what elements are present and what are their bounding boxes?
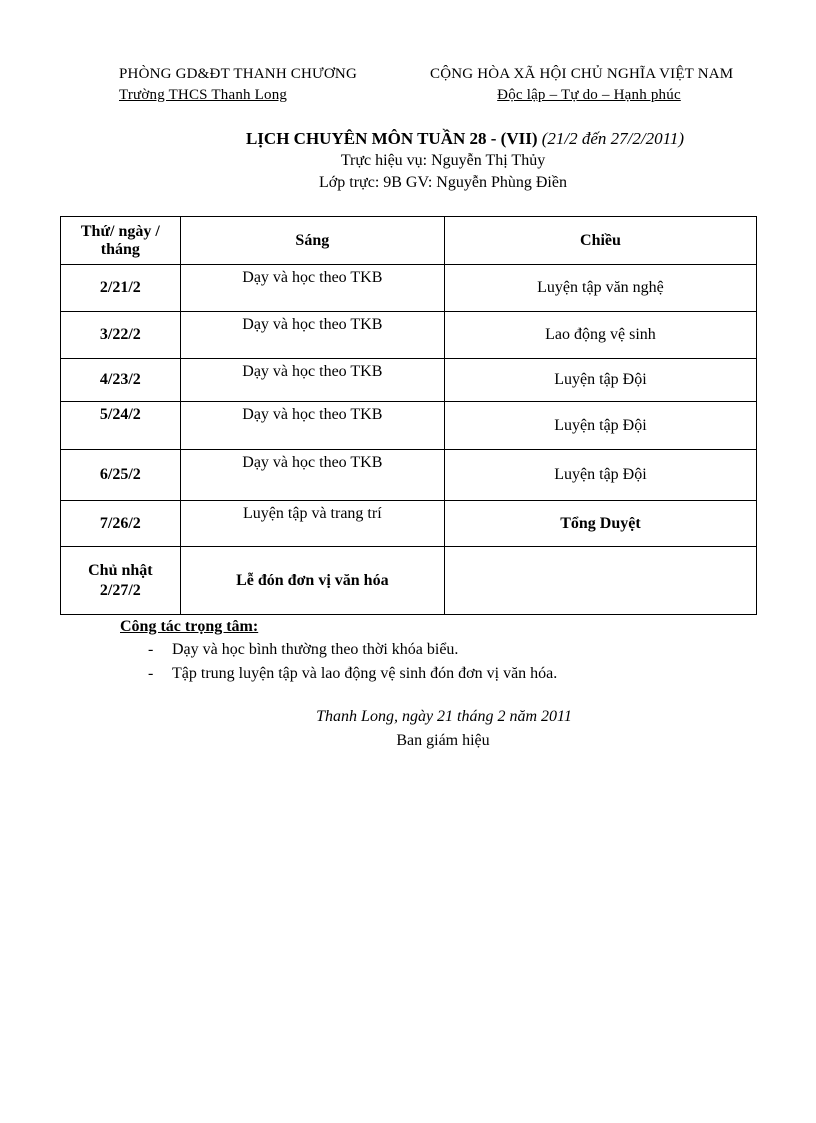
place-date: Thanh Long, ngày 21 tháng 2 năm 2011	[316, 708, 572, 725]
day-cell: 6/25/2	[61, 450, 181, 501]
morning-cell: Dạy và học theo TKB	[180, 402, 444, 450]
school-name: Trường THCS Thanh Long	[119, 87, 288, 103]
afternoon-cell: Luyện tập Đội	[444, 450, 756, 501]
afternoon-cell: Luyện tập văn nghệ	[444, 265, 756, 312]
list-item: - Dạy và học bình thường theo thời khóa biểu.	[120, 638, 557, 662]
morning-cell: Dạy và học theo TKB	[180, 312, 444, 359]
duty-teacher: Trực hiệu vụ: Nguyễn Thị Thủy	[340, 152, 546, 169]
schedule-title	[0, 129, 816, 149]
schedule-title-main: LỊCH CHUYÊN MÔN TUẦN 28 - (VII)	[245, 129, 538, 148]
day-cell: 4/23/2	[61, 359, 181, 402]
table-row	[61, 501, 757, 547]
motto: Độc lập – Tự do – Hạnh phúc	[497, 87, 681, 103]
table-header-row	[61, 217, 757, 265]
schedule-title-dates: (21/2 đến 27/2/2011)	[541, 129, 685, 148]
afternoon-cell: Lao động vệ sinh	[444, 312, 756, 359]
schedule-table	[60, 216, 757, 615]
table-row	[61, 450, 757, 501]
day-cell: 2/21/2	[61, 265, 181, 312]
morning-cell: Dạy và học theo TKB	[180, 359, 444, 402]
afternoon-cell: Luyện tập Đội	[444, 359, 756, 402]
morning-cell: Luyện tập và trang trí	[180, 501, 444, 547]
morning-cell: Dạy và học theo TKB	[180, 450, 444, 501]
day-cell-line2: 2/27/2	[99, 581, 141, 599]
list-item: - Tập trung luyện tập và lao động vệ sinh đón đơn vị văn hóa.	[120, 662, 557, 686]
signer: Ban giám hiệu	[396, 732, 490, 749]
day-cell: 3/22/2	[61, 312, 181, 359]
focus-section	[120, 618, 557, 686]
table-row	[61, 547, 757, 615]
afternoon-cell: Luyện tập Đội	[444, 402, 756, 450]
country-name: CỘNG HÒA XÃ HỘI CHỦ NGHĨA VIỆT NAM	[430, 66, 734, 82]
header-day: Thứ/ ngày / tháng	[61, 217, 181, 265]
morning-cell: Dạy và học theo TKB	[180, 265, 444, 312]
table-row	[61, 265, 757, 312]
afternoon-cell	[444, 547, 756, 615]
header-afternoon: Chiều	[444, 217, 756, 265]
table-row	[61, 402, 757, 450]
focus-heading: Công tác trọng tâm:	[120, 618, 259, 635]
morning-cell: Lễ đón đơn vị văn hóa	[180, 547, 444, 615]
department-name: PHÒNG GD&ĐT THANH CHƯƠNG	[119, 66, 357, 82]
header-morning: Sáng	[180, 217, 444, 265]
table-row	[61, 359, 757, 402]
day-cell	[61, 547, 181, 615]
day-cell: 5/24/2	[61, 402, 181, 450]
duty-class: Lớp trực: 9B GV: Nguyễn Phùng Điền	[319, 174, 567, 191]
day-cell: 7/26/2	[61, 501, 181, 547]
afternoon-cell: Tổng Duyệt	[444, 501, 756, 547]
day-cell-line1: Chủ nhật	[88, 561, 153, 579]
focus-list	[120, 638, 557, 686]
table-row	[61, 312, 757, 359]
